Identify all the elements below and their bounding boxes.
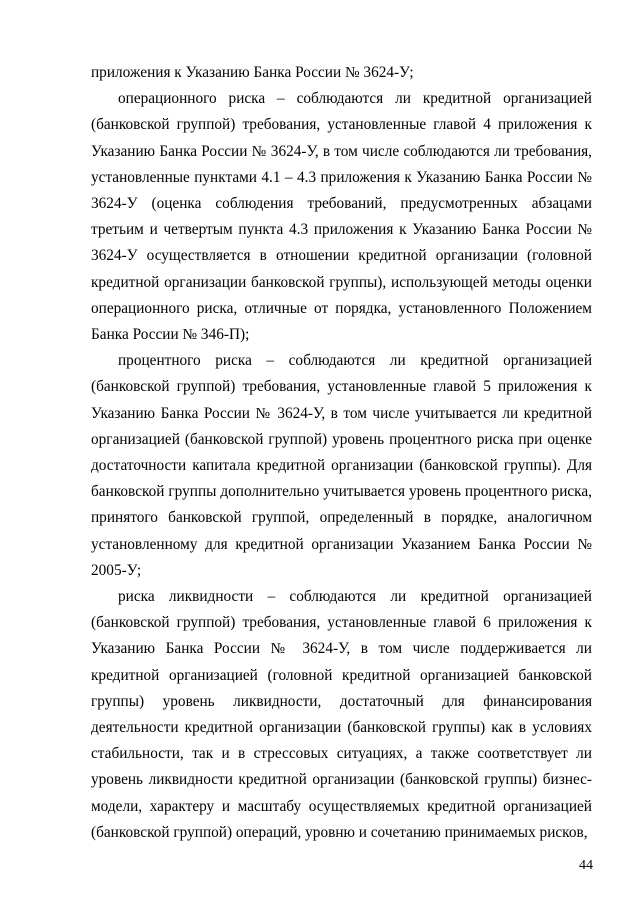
paragraph-interest-rate-risk: процентного риска – соблюдаются ли кредитной организацией (банковской группой) требования, установленные главой 5 приложения к Указанию Банка России № 3624-У, в том числе учитывается ли кредитной организацией (банковской группой) уровень процентного риска при оценке достаточности капитала кредитной организации (банковской группы). Для банковской группы дополнительно учитывается уровень процентного риска, принятого банковской группой, определенный в порядке, аналогичном установленному для кредитной организации Указанием Банка России № 2005-У; [91, 352, 592, 579]
paragraph-continuation: приложения к Указанию Банка России № 3624-У; [91, 64, 414, 81]
page-number: 44 [579, 858, 593, 873]
paragraph-operational-risk: операционного риска – соблюдаются ли кредитной организацией (банковской группой) требования, установленные главой 4 приложения к Указанию Банка России № 3624-У, в том числе соблюдаются ли требования, установленные пунктами 4.1 – 4.3 приложения к Указанию Банка России № 3624-У (оценка соблюдения требований, предусмотренных абзацами третьим и четвертым пункта 4.3 приложения к Указанию Банка России № 3624-У осуществляется в отношении кредитной организации (головной кредитной организации банковской группы), использующей методы оценки операционного риска, отличные от порядка, установленного Положением Банка России № 346-П); [91, 90, 592, 344]
paragraph-liquidity-risk: риска ликвидности – соблюдаются ли кредитной организацией (банковской группой) требования, установленные главой 6 приложения к Указанию Банка России № 3624-У, в том числе поддерживается ли кредитной организацией (головной кредитной организацией банковской группы) уровень ликвидности, достаточный для финансирования деятельности кредитной организации (банковской группы) как в условиях стабильности, так и в стрессовых ситуациях, а также соответствует ли уровень ликвидности кредитной организации (банковской группы) бизнес-модели, характеру и масштабу осуществляемых кредитной организацией (банковской группой) операций, уровню и сочетанию принимаемых рисков, [91, 588, 592, 841]
document-body [91, 60, 592, 846]
